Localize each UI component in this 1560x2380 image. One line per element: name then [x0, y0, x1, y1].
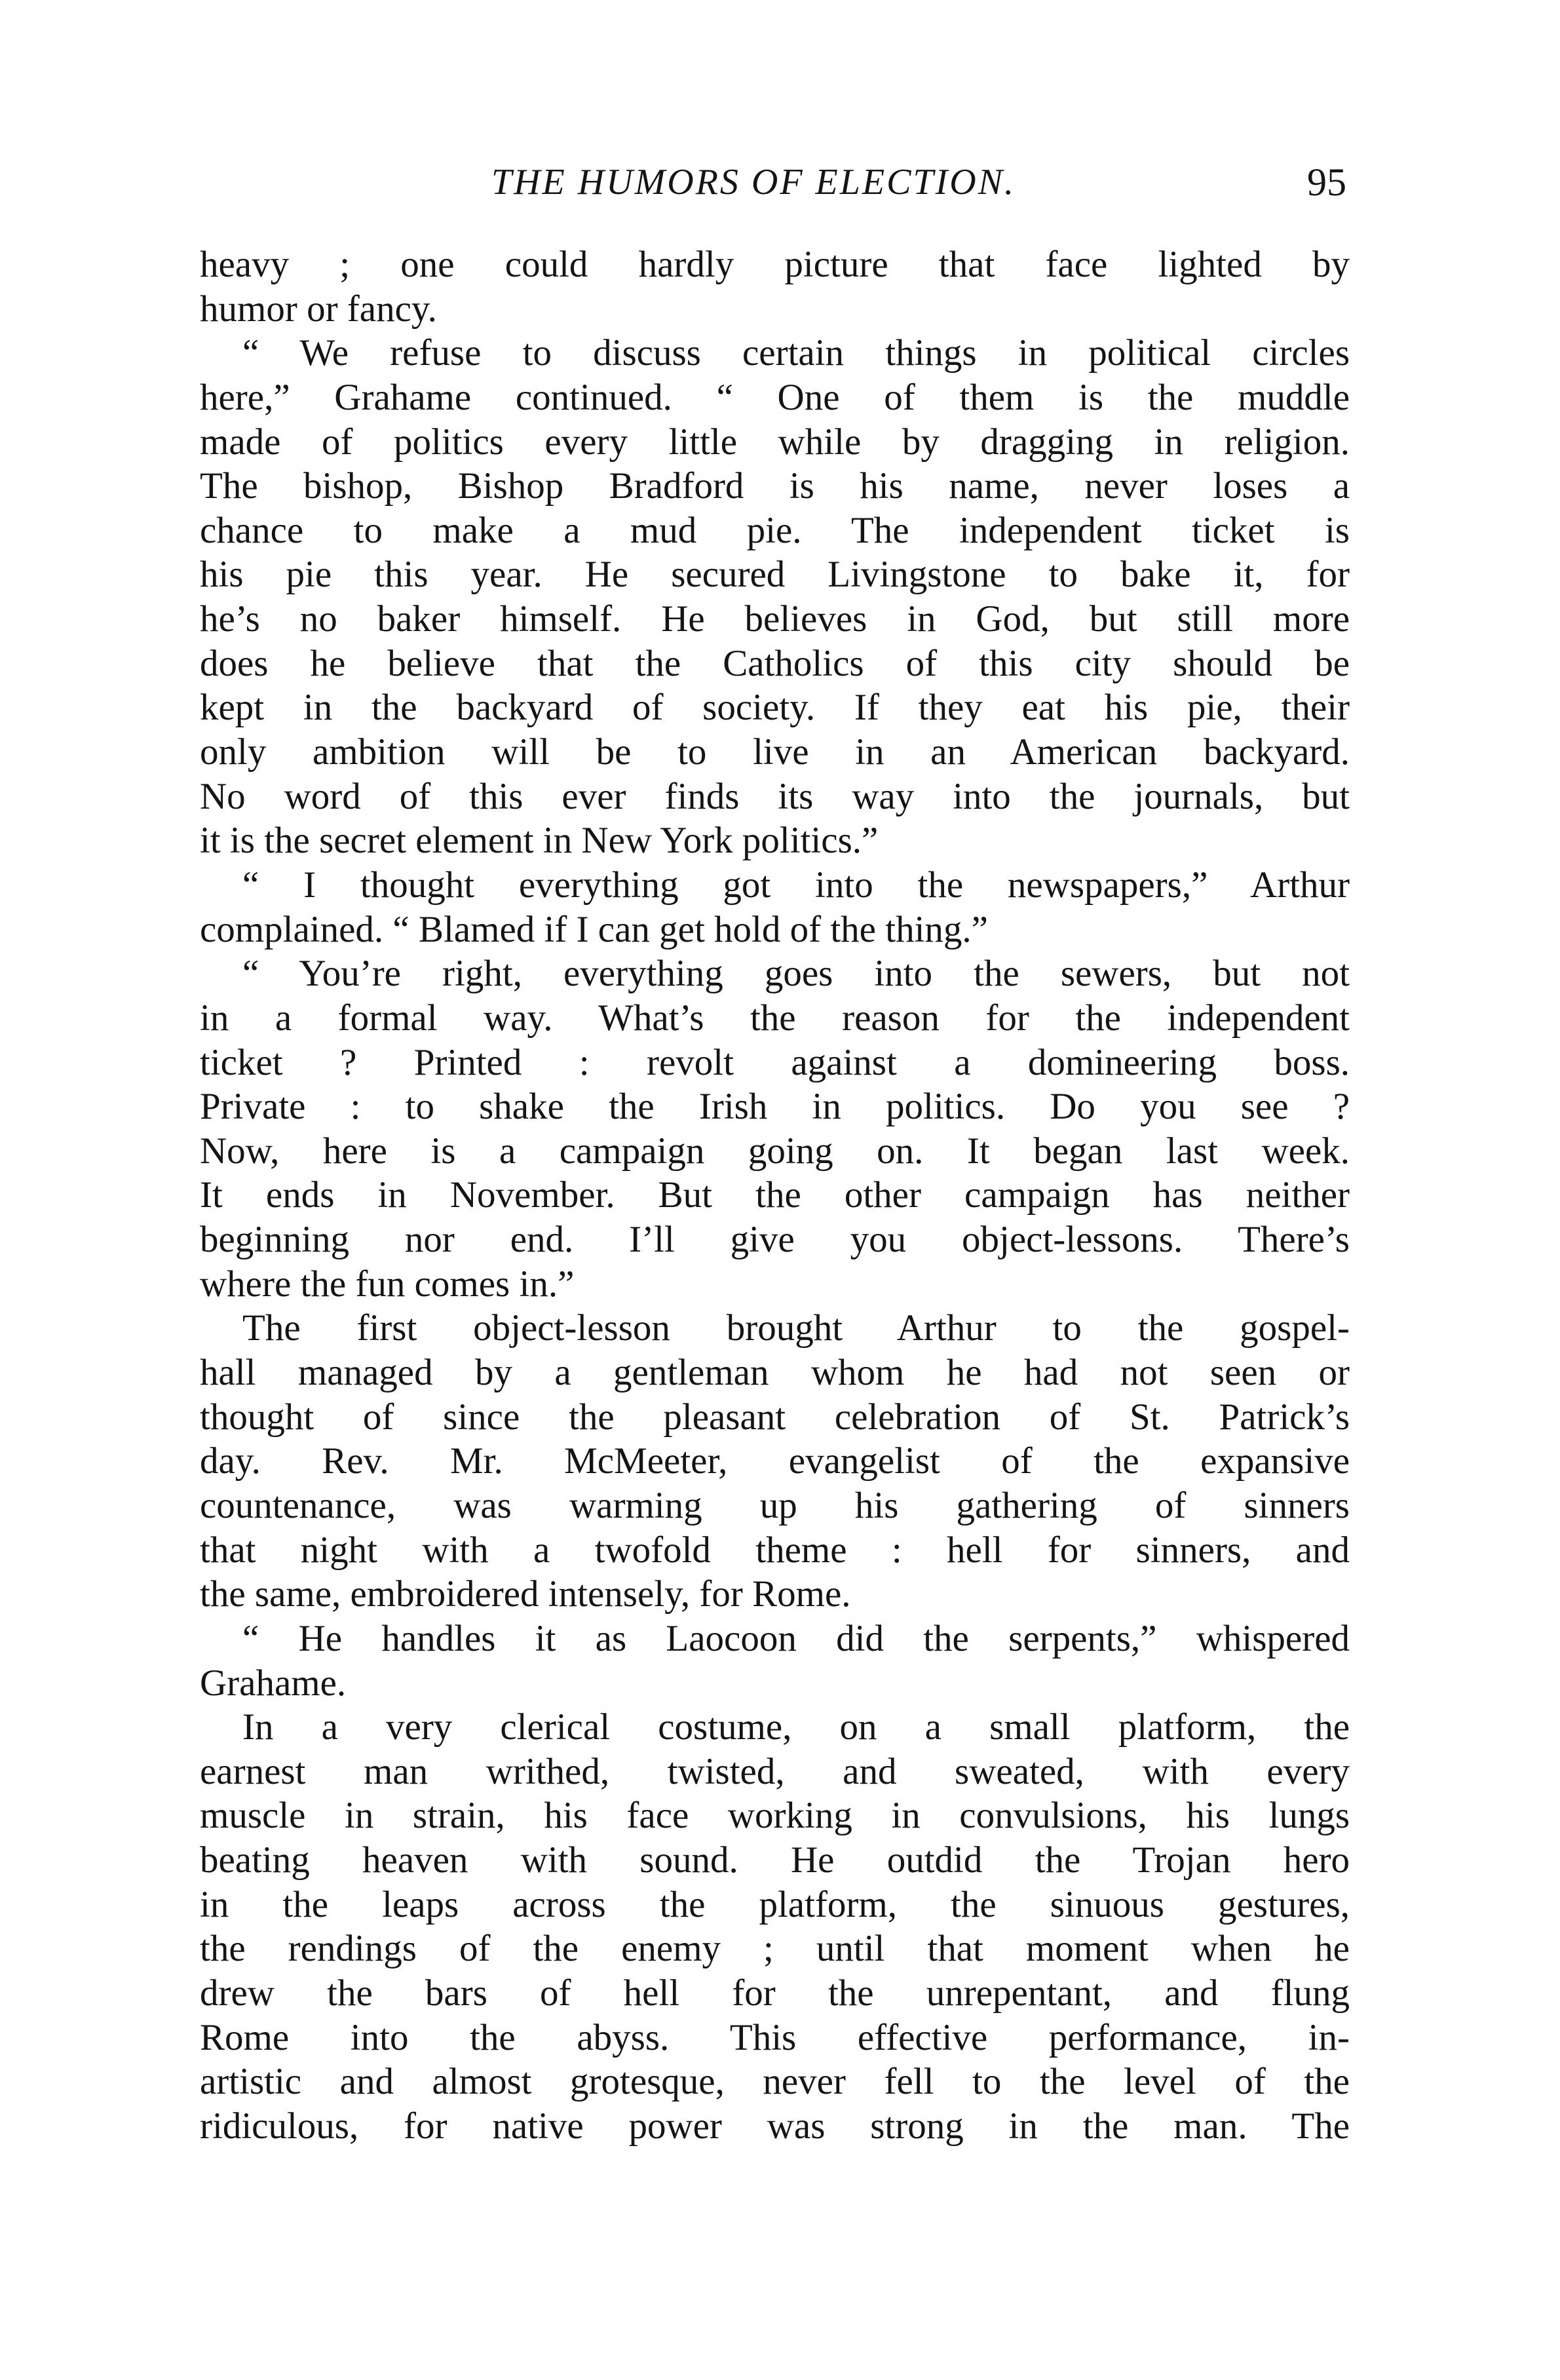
- text-line: artistic and almost grotesque, never fell to the level of the: [200, 2061, 1350, 2103]
- text-line: here,” Grahame continued. “ One of them is the muddle: [200, 376, 1350, 418]
- text-line: beating heaven with sound. He outdid the Trojan hero: [200, 1839, 1350, 1881]
- text-line: made of politics every little while by dragging in religion.: [200, 421, 1350, 463]
- text-line: Private : to shake the Irish in politics. Do you see ?: [200, 1086, 1350, 1128]
- text-line: thought of since the pleasant celebration of St. Patrick’s: [200, 1396, 1350, 1438]
- text-line: he’s no baker himself. He believes in God, but still more: [200, 598, 1350, 640]
- text-line: “ You’re right, everything goes into the sewers, but not: [242, 953, 1350, 995]
- text-line: Rome into the abyss. This effective performance, in-: [200, 2016, 1350, 2058]
- text-line: chance to make a mud pie. The independent ticket is: [200, 509, 1350, 551]
- text-line: muscle in strain, his face working in convulsions, his lungs: [200, 1795, 1350, 1837]
- text-line: the rendings of the enemy ; until that moment when he: [200, 1928, 1350, 1970]
- text-line: heavy ; one could hardly picture that face lighted by: [200, 244, 1350, 285]
- text-line: ticket ? Printed : revolt against a domineering boss.: [200, 1041, 1350, 1083]
- text-line: The bishop, Bishop Bradford is his name, never loses a: [200, 465, 1350, 507]
- text-line: in the leaps across the platform, the sinuous gestures,: [200, 1883, 1350, 1925]
- text-line: in a formal way. What’s the reason for the independent: [200, 997, 1350, 1039]
- text-line: only ambition will be to live in an American backyard.: [200, 731, 1350, 773]
- running-title: THE HUMORS OF ELECTION.: [491, 162, 1016, 202]
- text-line: his pie this year. He secured Livingstone to bake it, for: [200, 554, 1350, 596]
- text-line: Now, here is a campaign going on. It began last week.: [200, 1130, 1350, 1172]
- text-line: ridiculous, for native power was strong in the man. The: [200, 2105, 1350, 2147]
- text-line: the same, embroidered intensely, for Rome.: [200, 1573, 851, 1615]
- text-line: it is the secret element in New York politics.”: [200, 820, 879, 862]
- text-line: beginning nor end. I’ll give you object-lessons. There’s: [200, 1219, 1350, 1261]
- page-header: [200, 153, 1346, 225]
- text-line: hall managed by a gentleman whom he had not seen or: [200, 1352, 1350, 1394]
- text-line: The first object-lesson brought Arthur to the gospel-: [242, 1307, 1350, 1349]
- text-line: It ends in November. But the other campaign has neither: [200, 1174, 1350, 1216]
- text-line: countenance, was warming up his gathering of sinners: [200, 1484, 1350, 1526]
- text-line: “ I thought everything got into the newspapers,” Arthur: [242, 864, 1350, 906]
- text-line: Grahame.: [200, 1662, 347, 1704]
- text-line: where the fun comes in.”: [200, 1263, 575, 1305]
- text-line: In a very clerical costume, on a small platform, the: [242, 1706, 1350, 1748]
- text-line: day. Rev. Mr. McMeeter, evangelist of the expansive: [200, 1440, 1350, 1482]
- text-line: drew the bars of hell for the unrepentant, and flung: [200, 1972, 1350, 2014]
- body-text: [200, 242, 1350, 2149]
- text-line: earnest man writhed, twisted, and sweated, with every: [200, 1750, 1350, 1792]
- page-number: 95: [1307, 161, 1346, 204]
- text-line: “ He handles it as Laocoon did the serpents,” whispered: [242, 1617, 1350, 1659]
- text-line: kept in the backyard of society. If they eat his pie, their: [200, 687, 1350, 729]
- text-line: that night with a twofold theme : hell for sinners, and: [200, 1529, 1350, 1571]
- text-line: No word of this ever finds its way into the journals, but: [200, 775, 1350, 817]
- text-line: complained. “ Blamed if I can get hold of the thing.”: [200, 908, 988, 950]
- text-line: “ We refuse to discuss certain things in political circles: [242, 332, 1350, 374]
- text-line: humor or fancy.: [200, 288, 437, 330]
- text-line: does he believe that the Catholics of this city should be: [200, 642, 1350, 684]
